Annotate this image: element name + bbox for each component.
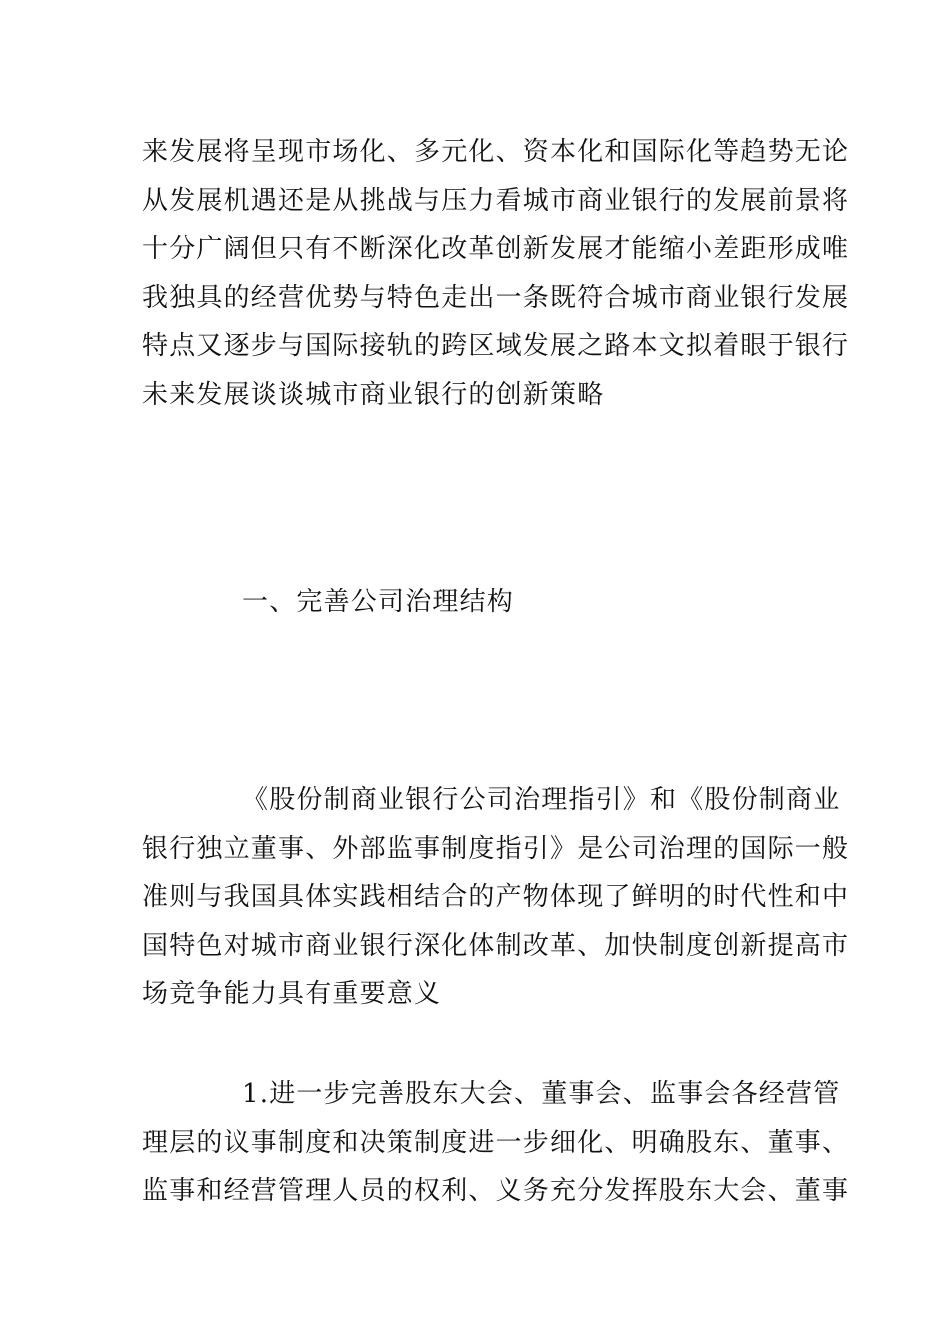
paragraph-line: 来发展将呈现市场化、多元化、资本化和国际化等趋势无论 [142,137,850,167]
item-1-paragraph [142,1070,850,1216]
paragraph-line: 1.进一步完善股东大会、董事会、监事会各经营管 [242,1079,841,1109]
guidelines-paragraph [142,776,850,1019]
section-heading-text: 一、完善公司治理结构 [242,587,515,617]
paragraph-line: 场竞争能力具有重要意义 [142,979,442,1009]
paragraph-line: 特点又逐步与国际接轨的跨区域发展之路本文拟着眼于银行 [142,331,850,361]
paragraph-line: 从发展机遇还是从挑战与压力看城市商业银行的发展前景将 [142,185,850,216]
paragraph-line: 理层的议事制度和决策制度进一步细化、明确股东、董事、 [142,1127,850,1158]
paragraph-line: 准则与我国具体实践相结合的产物体现了鲜明的时代性和中 [142,882,850,912]
section-heading [242,578,810,627]
paragraph-line: 我独具的经营优势与特色走出一条既符合城市商业银行发展 [142,282,850,313]
paragraph-line: 《股份制商业银行公司治理指引》和《股份制商业 [242,785,841,815]
intro-paragraph [142,128,850,419]
paragraph-line: 国特色对城市商业银行深化体制改革、加快制度创新提高市 [142,930,850,961]
paragraph-line: 未来发展谈谈城市商业银行的创新策略 [142,379,605,410]
paragraph-line: 十分广阔但只有不断深化改革创新发展才能缩小差距形成唯 [142,234,850,264]
paragraph-line: 监事和经营管理人员的权利、义务充分发挥股东大会、董事 [142,1176,850,1206]
paragraph-line: 银行独立董事、外部监事制度指引》是公司治理的国际一般 [142,833,850,864]
